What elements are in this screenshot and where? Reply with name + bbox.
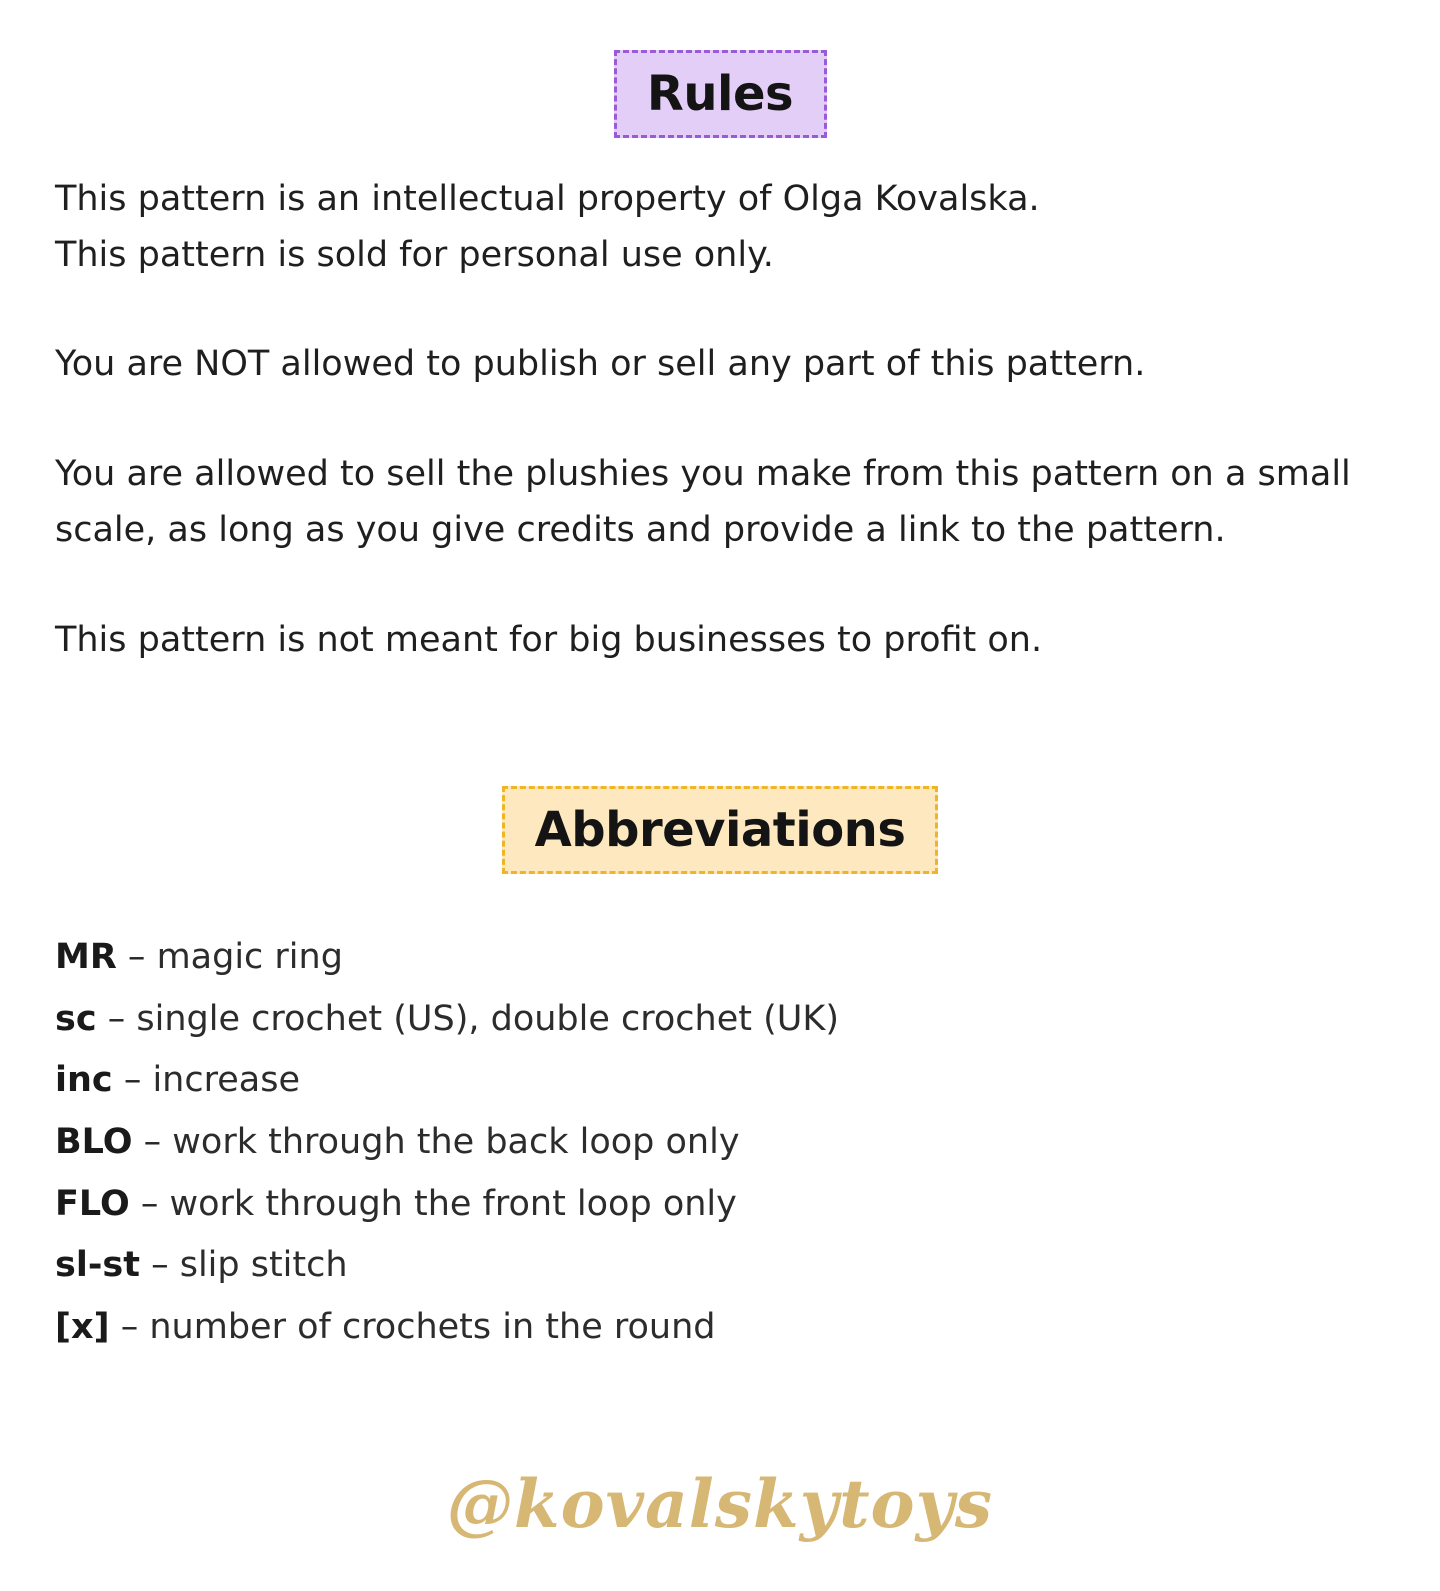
abbreviation-item-inc	[55, 1050, 1255, 1112]
abbreviation-term: inc	[55, 1060, 113, 1101]
abbreviation-term: MR	[55, 937, 117, 977]
abbreviations-list	[55, 927, 1255, 1359]
abbreviation-definition: slip stitch	[179, 1245, 348, 1286]
rules-text-line: You are allowed to sell the plushies you make from this pattern on a small	[55, 454, 1351, 494]
abbreviation-item-flo	[55, 1174, 1255, 1236]
abbreviation-term: [x]	[55, 1307, 110, 1348]
abbreviation-definition: magic ring	[156, 937, 343, 977]
abbreviation-term: BLO	[55, 1122, 133, 1163]
abbreviation-term: FLO	[55, 1183, 130, 1224]
abbreviation-item-sl-st	[55, 1235, 1255, 1297]
rules-paragraph-business	[55, 612, 1395, 668]
abbreviation-definition: increase	[152, 1060, 300, 1101]
abbreviation-term: sl-st	[55, 1245, 140, 1286]
abbreviation-separator: –	[120, 1307, 139, 1348]
rules-text-line: You are NOT allowed to publish or sell any part of this pattern.	[55, 344, 1146, 384]
abbreviation-term: sc	[55, 998, 97, 1039]
abbreviation-definition: work through the front loop only	[169, 1183, 737, 1224]
rules-paragraph-selling	[55, 446, 1395, 558]
abbreviation-separator: –	[143, 1122, 162, 1163]
abbreviation-separator: –	[127, 937, 146, 977]
abbreviation-definition: number of crochets in the round	[149, 1307, 716, 1348]
rules-paragraph-ownership	[55, 171, 1395, 283]
abbreviations-heading-container	[0, 786, 1440, 874]
abbreviation-definition: work through the back loop only	[172, 1122, 740, 1163]
abbreviations-heading: Abbreviations	[502, 786, 939, 874]
abbreviation-separator: –	[107, 998, 126, 1039]
abbreviation-item-x	[55, 1297, 1255, 1359]
abbreviation-separator: –	[140, 1183, 159, 1224]
rules-text-line: This pattern is sold for personal use only.	[55, 235, 774, 275]
rules-heading: Rules	[614, 50, 827, 138]
abbreviation-separator: –	[151, 1245, 169, 1286]
abbreviation-item-sc	[55, 989, 1255, 1051]
rules-text-line: scale, as long as you give credits and provide a link to the pattern.	[55, 510, 1226, 550]
abbreviation-item-blo	[55, 1112, 1255, 1174]
rules-text-line: This pattern is an intellectual property of Olga Kovalska.	[55, 179, 1040, 219]
rules-heading-container	[0, 50, 1440, 138]
brand-signature: @kovalskytoys	[446, 1465, 994, 1543]
abbreviation-separator: –	[123, 1060, 142, 1101]
abbreviation-item-mr	[55, 927, 1255, 989]
abbreviation-definition: single crochet (US), double crochet (UK)	[136, 998, 839, 1039]
rules-text-line: This pattern is not meant for big businesses to profit on.	[55, 620, 1043, 660]
rules-paragraph-publishing	[55, 336, 1395, 392]
